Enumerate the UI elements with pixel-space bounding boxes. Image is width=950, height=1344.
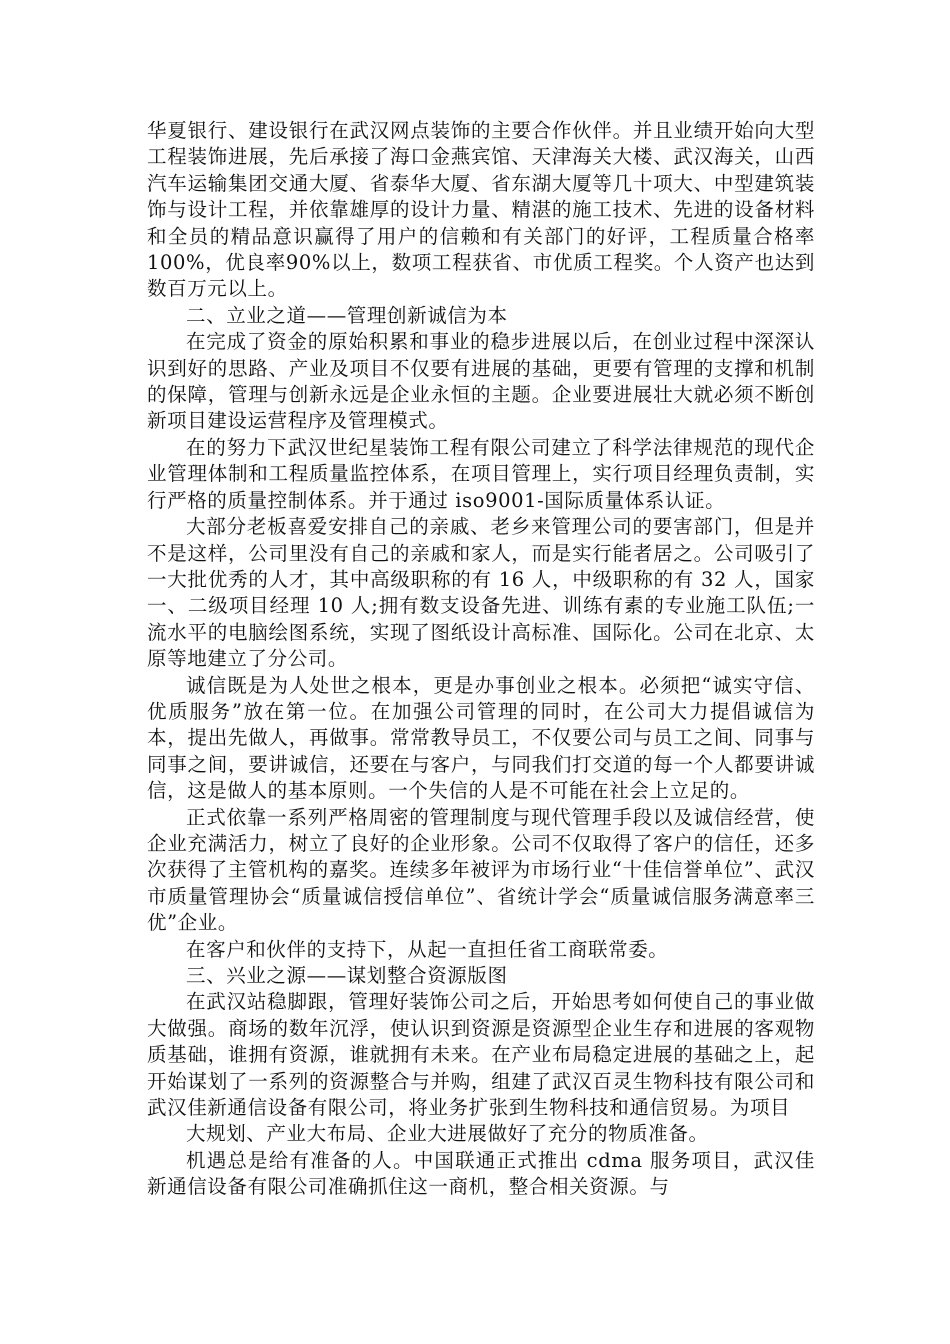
paragraph-1: 华夏银行、建设银行在武汉网点装饰的主要合作伙伴。并且业绩开始向大型工程装饰进展，先后承接了海口金燕宾馆、天津海关大楼、武汉海关，山西汽车运输集团交通大厦、省泰华大厦、省东湖大厦等几十项大、中型建筑装饰与设计工程，并依靠雄厚的设计力量、精湛的施工技术、先进的设备材料和全员的精品意识赢得了用户的信赖和有关部门的好评，工程质量合格率100%，优良率90%以上，数项工程获省、市优质工程奖。个人资产也达到数百万元以上。 <box>147 119 815 301</box>
paragraph-4: 在的努力下武汉世纪星装饰工程有限公司建立了科学法律规范的现代企业管理体制和工程质量监控体系，在项目管理上，实行项目经理负责制，实行严格的质量控制体系。并于通过 iso9001-国际质量体系认证。 <box>147 435 815 512</box>
paragraph-3: 在完成了资金的原始积累和事业的稳步进展以后，在创业过程中深深认识到好的思路、产业及项目不仅要有进展的基础，更要有管理的支撑和机制的保障，管理与创新永远是企业永恒的主题。企业要进展壮大就必须不断创新项目建设运营程序及管理模式。 <box>147 330 815 433</box>
paragraph-9: 在武汉站稳脚跟，管理好装饰公司之后，开始思考如何使自己的事业做大做强。商场的数年沉浮，使认识到资源是资源型企业生存和进展的客观物质基础，谁拥有资源，谁就拥有未来。在产业布局稳定进展的基础之上，起开始谋划了一系列的资源整合与并购，组建了武汉百灵生物科技有限公司和武汉佳新通信设备有限公司，将业务扩张到生物科技和通信贸易。为项目 <box>147 990 815 1120</box>
paragraph-6: 诚信既是为人处世之根本，更是办事创业之根本。必须把“诚实守信、优质服务”放在第一位。在加强公司管理的同时，在公司大力提倡诚信为本，提出先做人，再做事。常常教导员工，不仅要公司与员工之间、同事与同事之间，要讲诚信，还要在与客户，与同我们打交道的每一个人都要讲诚信，这是做人的基本原则。一个失信的人是不可能在社会上立足的。 <box>147 673 815 803</box>
section-heading-3: 三、兴业之源——谋划整合资源版图 <box>186 964 508 987</box>
paragraph-7: 正式依靠一系列严格周密的管理制度与现代管理手段以及诚信经营，使企业充满活力，树立了良好的企业形象。公司不仅取得了客户的信任，还多次获得了主管机构的嘉奖。连续多年被评为市场行业“十佳信誉单位”、武汉市质量管理协会“质量诚信授信单位”、省统计学会“质量诚信服务满意率三优”企业。 <box>147 805 815 935</box>
paragraph-8: 在客户和伙伴的支持下，从起一直担任省工商联常委。 <box>186 937 669 961</box>
document-page <box>147 118 815 1201</box>
paragraph-5: 大部分老板喜爱安排自己的亲戚、老乡来管理公司的要害部门，但是并不是这样，公司里没有自己的亲戚和家人，而是实行能者居之。公司吸引了一大批优秀的人才，其中高级职称的有 16 人，中级职称的有 32 人，国家一、二级项目经理 10 人;拥有数支设备先进、训练有素的专业施工队伍;一流水平的电脑绘图系统，实现了图纸设计高标准、国际化。公司在北京、太原等地建立了分公司。 <box>147 515 815 671</box>
section-heading-2: 二、立业之道——管理创新诚信为本 <box>186 303 508 327</box>
paragraph-11: 机遇总是给有准备的人。中国联通正式推出 cdma 服务项目，武汉佳新通信设备有限公司准确抓住这一商机，整合相关资源。与 <box>147 1148 815 1199</box>
paragraph-10: 大规划、产业大布局、企业大进展做好了充分的物质准备。 <box>186 1122 709 1146</box>
